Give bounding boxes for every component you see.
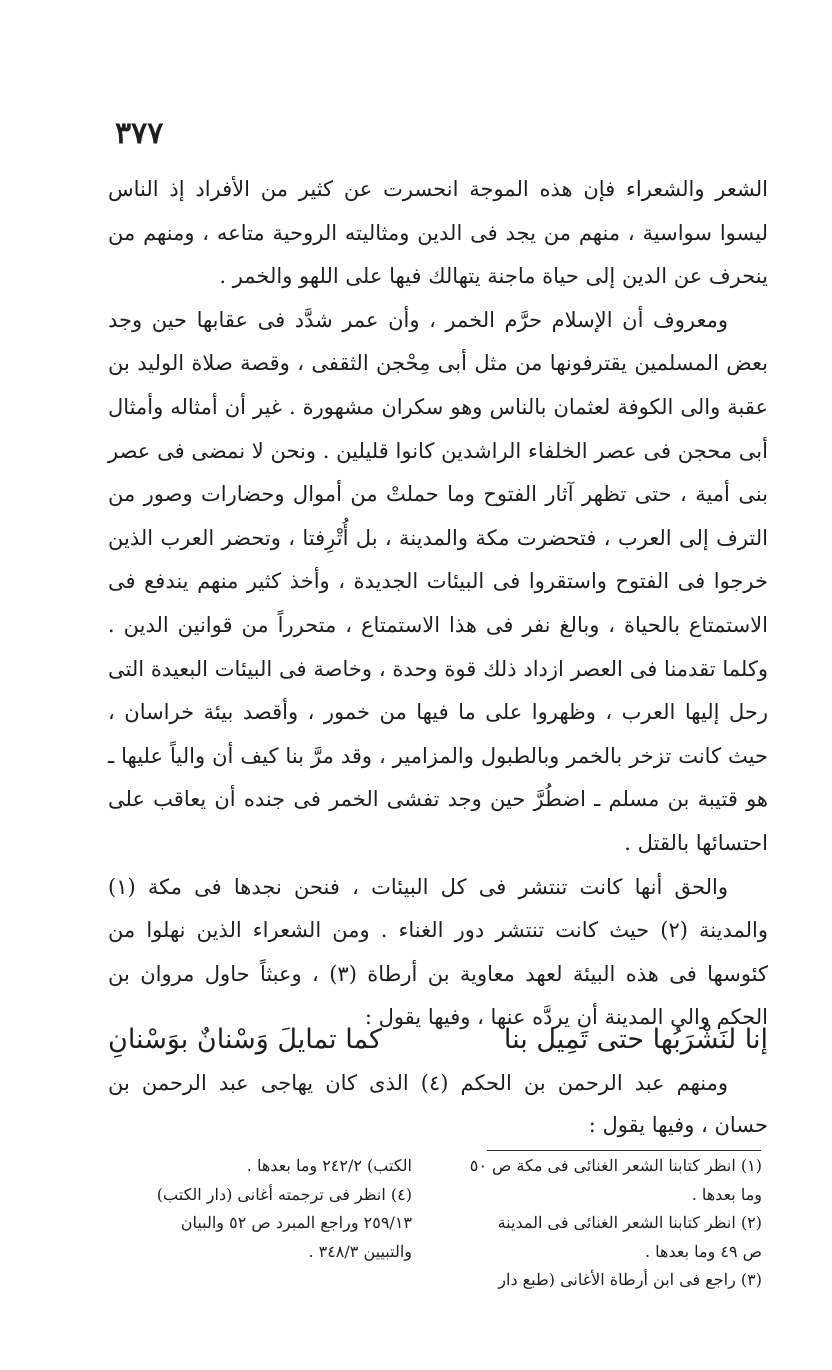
footnote-line: ٢٥٩/١٣ وراجع المبرد ص ٥٢ والبيان bbox=[180, 1213, 412, 1232]
footnote-line: (١) انظر كتابنا الشعر الغنائى فى مكة ص ٥٠ bbox=[469, 1156, 762, 1175]
verse-second-hemistich: كما تمايلَ وَسْنانٌ بوَسْنانِ bbox=[108, 1024, 382, 1055]
text-after-verse bbox=[108, 1062, 768, 1146]
footnotes-left-column bbox=[108, 1152, 412, 1266]
footnote-divider bbox=[487, 1150, 761, 1151]
footnote-line: ص ٤٩ وما بعدها . bbox=[644, 1241, 762, 1261]
footnotes-right-column bbox=[446, 1152, 762, 1295]
page-number: ٣٧٧ bbox=[115, 116, 164, 151]
footnote-line: (٣) راجع فى ابن أرطاة الأغانى (طبع دار bbox=[498, 1270, 762, 1289]
main-text bbox=[108, 168, 768, 1040]
paragraph-2: ومعروف أن الإسلام حرَّم الخمر ، وأن عمر شدَّد فى عقابها حين وجد بعض المسلمين يقترفونها من مثل أبى مِحْجن الثقفى ، وقصة صلاة الوليد بن عقبة والى الكوفة لعثمان بالناس وهو سكران مشهورة . غير أن أمثاله وأمثال أبى محجن فى عصر الخلفاء الراشدين كانوا قليلين . ونحن لا نمضى فى عصر بنى أمية ، حتى تظهر آثار الفتوح وما حملتْ من أموال وحضارات وصور من الترف إلى العرب ، فتحضرت مكة والمدينة ، بل أُتْرِفتا ، وتحضر العرب الذين خرجوا فى الفتوح واستقروا فى البيئات الجديدة ، وأخذ كثير منهم يندفع فى الاستمتاع بالحياة ، وبالغ نفر فى هذا الاستمتاع ، متحرراً من قوانين الدين . وكلما تقدمنا فى العصر ازداد ذلك قوة وحدة ، وخاصة فى البيئات البعيدة التى رحل إليها العرب ، وظهروا على ما فيها من خمور ، وأقصد بيئة خراسان ، حيث كانت تزخر بالخمر وبالطبول والمزامير ، وقد مرَّ بنا كيف أن والياً عليها ـ هو قتيبة بن مسلم ـ اضطُرَّ حين وجد تفشى الخمر فى جنده أن يعاقب على احتسائها بالقتل . bbox=[108, 307, 768, 855]
footnote-line: الكتب) ٢٤٢/٢ وما بعدها . bbox=[246, 1156, 412, 1175]
footnote-line: (٤) انظر فى ترجمته أغانى (دار الكتب) bbox=[156, 1184, 412, 1204]
footnote-line: وما بعدها . bbox=[691, 1184, 762, 1204]
paragraph-3: والحق أنها كانت تنتشر فى كل البيئات ، فنحن نجدها فى مكة (١) والمدينة (٢) حيث كانت تنتشر دور الغناء . ومن الشعراء الذين نهلوا من كئوسها فى هذه البيئة لعهد معاوية بن أرطاة (٣) ، وعبثاً حاول مروان بن الحكم والى المدينة أن يردَّه عنها ، وفيها يقول : bbox=[108, 874, 768, 1030]
paragraph-1: الشعر والشعراء فإن هذه الموجة انحسرت عن كثير من الأفراد إذ الناس ليسوا سواسية ، منهم من يجد فى الدين ومثاليته الروحية متاعه ، ومنهم من ينحرف عن الدين إلى حياة ماجنة يتهالك فيها على اللهو والخمر . bbox=[108, 177, 768, 289]
footnote-line: (٢) انظر كتابنا الشعر الغنائى فى المدينة bbox=[497, 1213, 762, 1232]
poem-verse bbox=[108, 1020, 768, 1060]
verse-first-hemistich: إنا لنَشْرَبُها حتى تَمِيل بنا bbox=[503, 1024, 768, 1055]
footnote-line: والتبيين ٣٤٨/٣ . bbox=[308, 1241, 412, 1261]
paragraph-4: ومنهم عبد الرحمن بن الحكم (٤) الذى كان يهاجى عبد الرحمن بن حسان ، وفيها يقول : bbox=[108, 1071, 768, 1137]
